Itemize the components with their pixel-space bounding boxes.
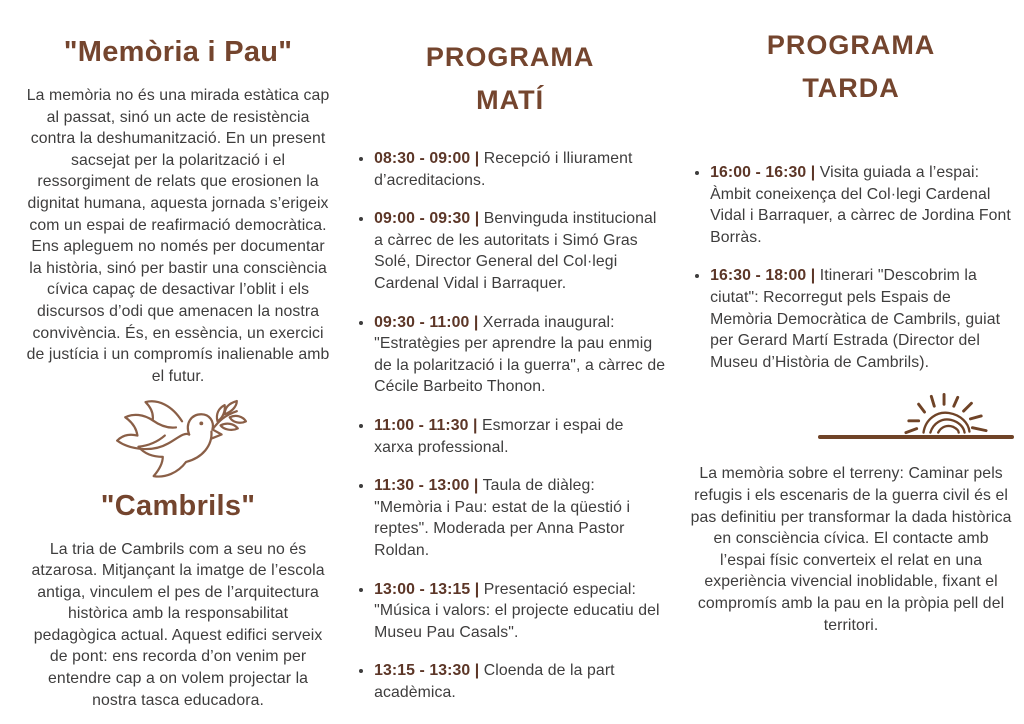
- item-time: 09:00 - 09:30 |: [374, 210, 480, 228]
- schedule-item: [374, 312, 666, 398]
- item-text: Recepció i lliurament d’acreditacions.: [374, 150, 633, 189]
- memoria-intro-paragraph: La memòria no és una mirada estàtica cap al passat, sinó un acte de resistència contra la deshumanització. En un present sacsejat per la polarització i el ressorgiment de relats que erosionen la dignitat humana, aquesta jornada s’erigeix com un espai de reafirmació democràtica. Ens apleguem no només per documentar la història, sinó per bastir una consciència cívica capaç de desactivar l’oblit i els discursos d’odi que amenacen la nostra convivència. És, en essència, un exercici de justícia i un compromís inalienable amb el futur.: [26, 87, 330, 385]
- morning-panel: [354, 22, 666, 724]
- programa-tarda-line1: PROGRAMA: [766, 30, 936, 60]
- programa-mati-line1: PROGRAMA: [425, 42, 595, 72]
- item-time: 08:30 - 09:00 |: [374, 150, 480, 167]
- programa-mati-line2: MATÍ: [476, 85, 545, 115]
- schedule-item: [374, 208, 666, 294]
- item-time: 16:30 - 18:00 |: [710, 267, 816, 285]
- programa-tarda-title: [690, 24, 1012, 110]
- item-time: 13:15 - 13:30 |: [374, 662, 480, 680]
- schedule-item: [374, 148, 666, 191]
- item-text: Visita guiada a l’espai: Àmbit coneixença del Col·legi Cardenal Vidal i Barraquer, a càrrec de Jordina Font Borràs.: [710, 164, 1011, 246]
- dove-icon: [107, 397, 249, 487]
- morning-schedule-list: [354, 148, 666, 703]
- schedule-item: [710, 162, 1012, 248]
- cambrils-paragraph: La tria de Cambrils com a seu no és atzarosa. Mitjançant la imatge de l’escola antiga, vinculem el pes de l’arquitectura històrica amb la responsabilitat pedagògica actual. Aquest edifici serveix de pont: ens recorda d’on venim per entendre cap a on volem projectar la nostra tasca educadora.: [31, 540, 325, 709]
- afternoon-panel: [690, 22, 1012, 724]
- programa-tarda-line2: TARDA: [802, 73, 900, 103]
- item-time: 13:00 - 13:15 |: [374, 580, 480, 598]
- item-text: Itinerari "Descobrim la ciutat": Recorregut pels Espais de Memòria Democràtica de Cambrils, guiat per Gerard Martí Estrada (Director del Museu d’Història de Cambrils).: [710, 267, 1001, 371]
- item-time: 11:30 - 13:00 |: [374, 477, 479, 495]
- memoria-i-pau-title: "Memòria i Pau": [63, 36, 293, 68]
- schedule-item: [374, 475, 666, 561]
- item-text: Xerrada inaugural: "Estratègies per aprendre la pau enmig de la polarització i la guerra", a càrrec de Cécile Barbeito Thonon.: [374, 313, 666, 396]
- left-panel: [26, 22, 330, 724]
- item-time: 16:00 - 16:30 |: [710, 164, 816, 181]
- schedule-item: [710, 265, 1012, 373]
- item-time: 09:30 - 11:00 |: [374, 313, 479, 331]
- item-text: Benvinguda institucional a càrrec de les autoritats i Simó Gras Solé, Director General del Col·legi Cardenal Vidal i Barraquer.: [374, 210, 657, 292]
- item-text: Esmorzar i espai de xarxa professional.: [374, 416, 624, 456]
- programa-mati-title: [354, 36, 666, 122]
- afternoon-closing-paragraph: La memòria sobre el terreny: Caminar pels refugis i els escenaris de la guerra civil és el pas definitiu per transformar la dada històrica en consciència cívica. El contacte amb l’espai físic converteix el relat en una experiència vivencial inoblidable, fixant el compromís amb la pau en la pròpia pell del territori.: [690, 465, 1012, 634]
- item-text: Taula de diàleg: "Memòria i Pau: estat de la qüestió i reptes". Moderada per Anna Pastor Roldan.: [374, 477, 631, 559]
- schedule-item: [374, 415, 666, 458]
- rising-sun-icon: [902, 391, 990, 437]
- cambrils-title: "Cambrils": [100, 489, 256, 522]
- afternoon-schedule-list: [690, 162, 1012, 373]
- item-text: Cloenda de la part acadèmica.: [374, 662, 615, 701]
- item-time: 11:00 - 11:30 |: [374, 416, 478, 434]
- sun-horizon-divider: [690, 395, 1012, 447]
- item-text: Presentació especial: "Música i valors: el projecte educatiu del Museu Pau Casals".: [374, 580, 660, 641]
- schedule-item: [374, 660, 666, 703]
- schedule-item: [374, 579, 666, 644]
